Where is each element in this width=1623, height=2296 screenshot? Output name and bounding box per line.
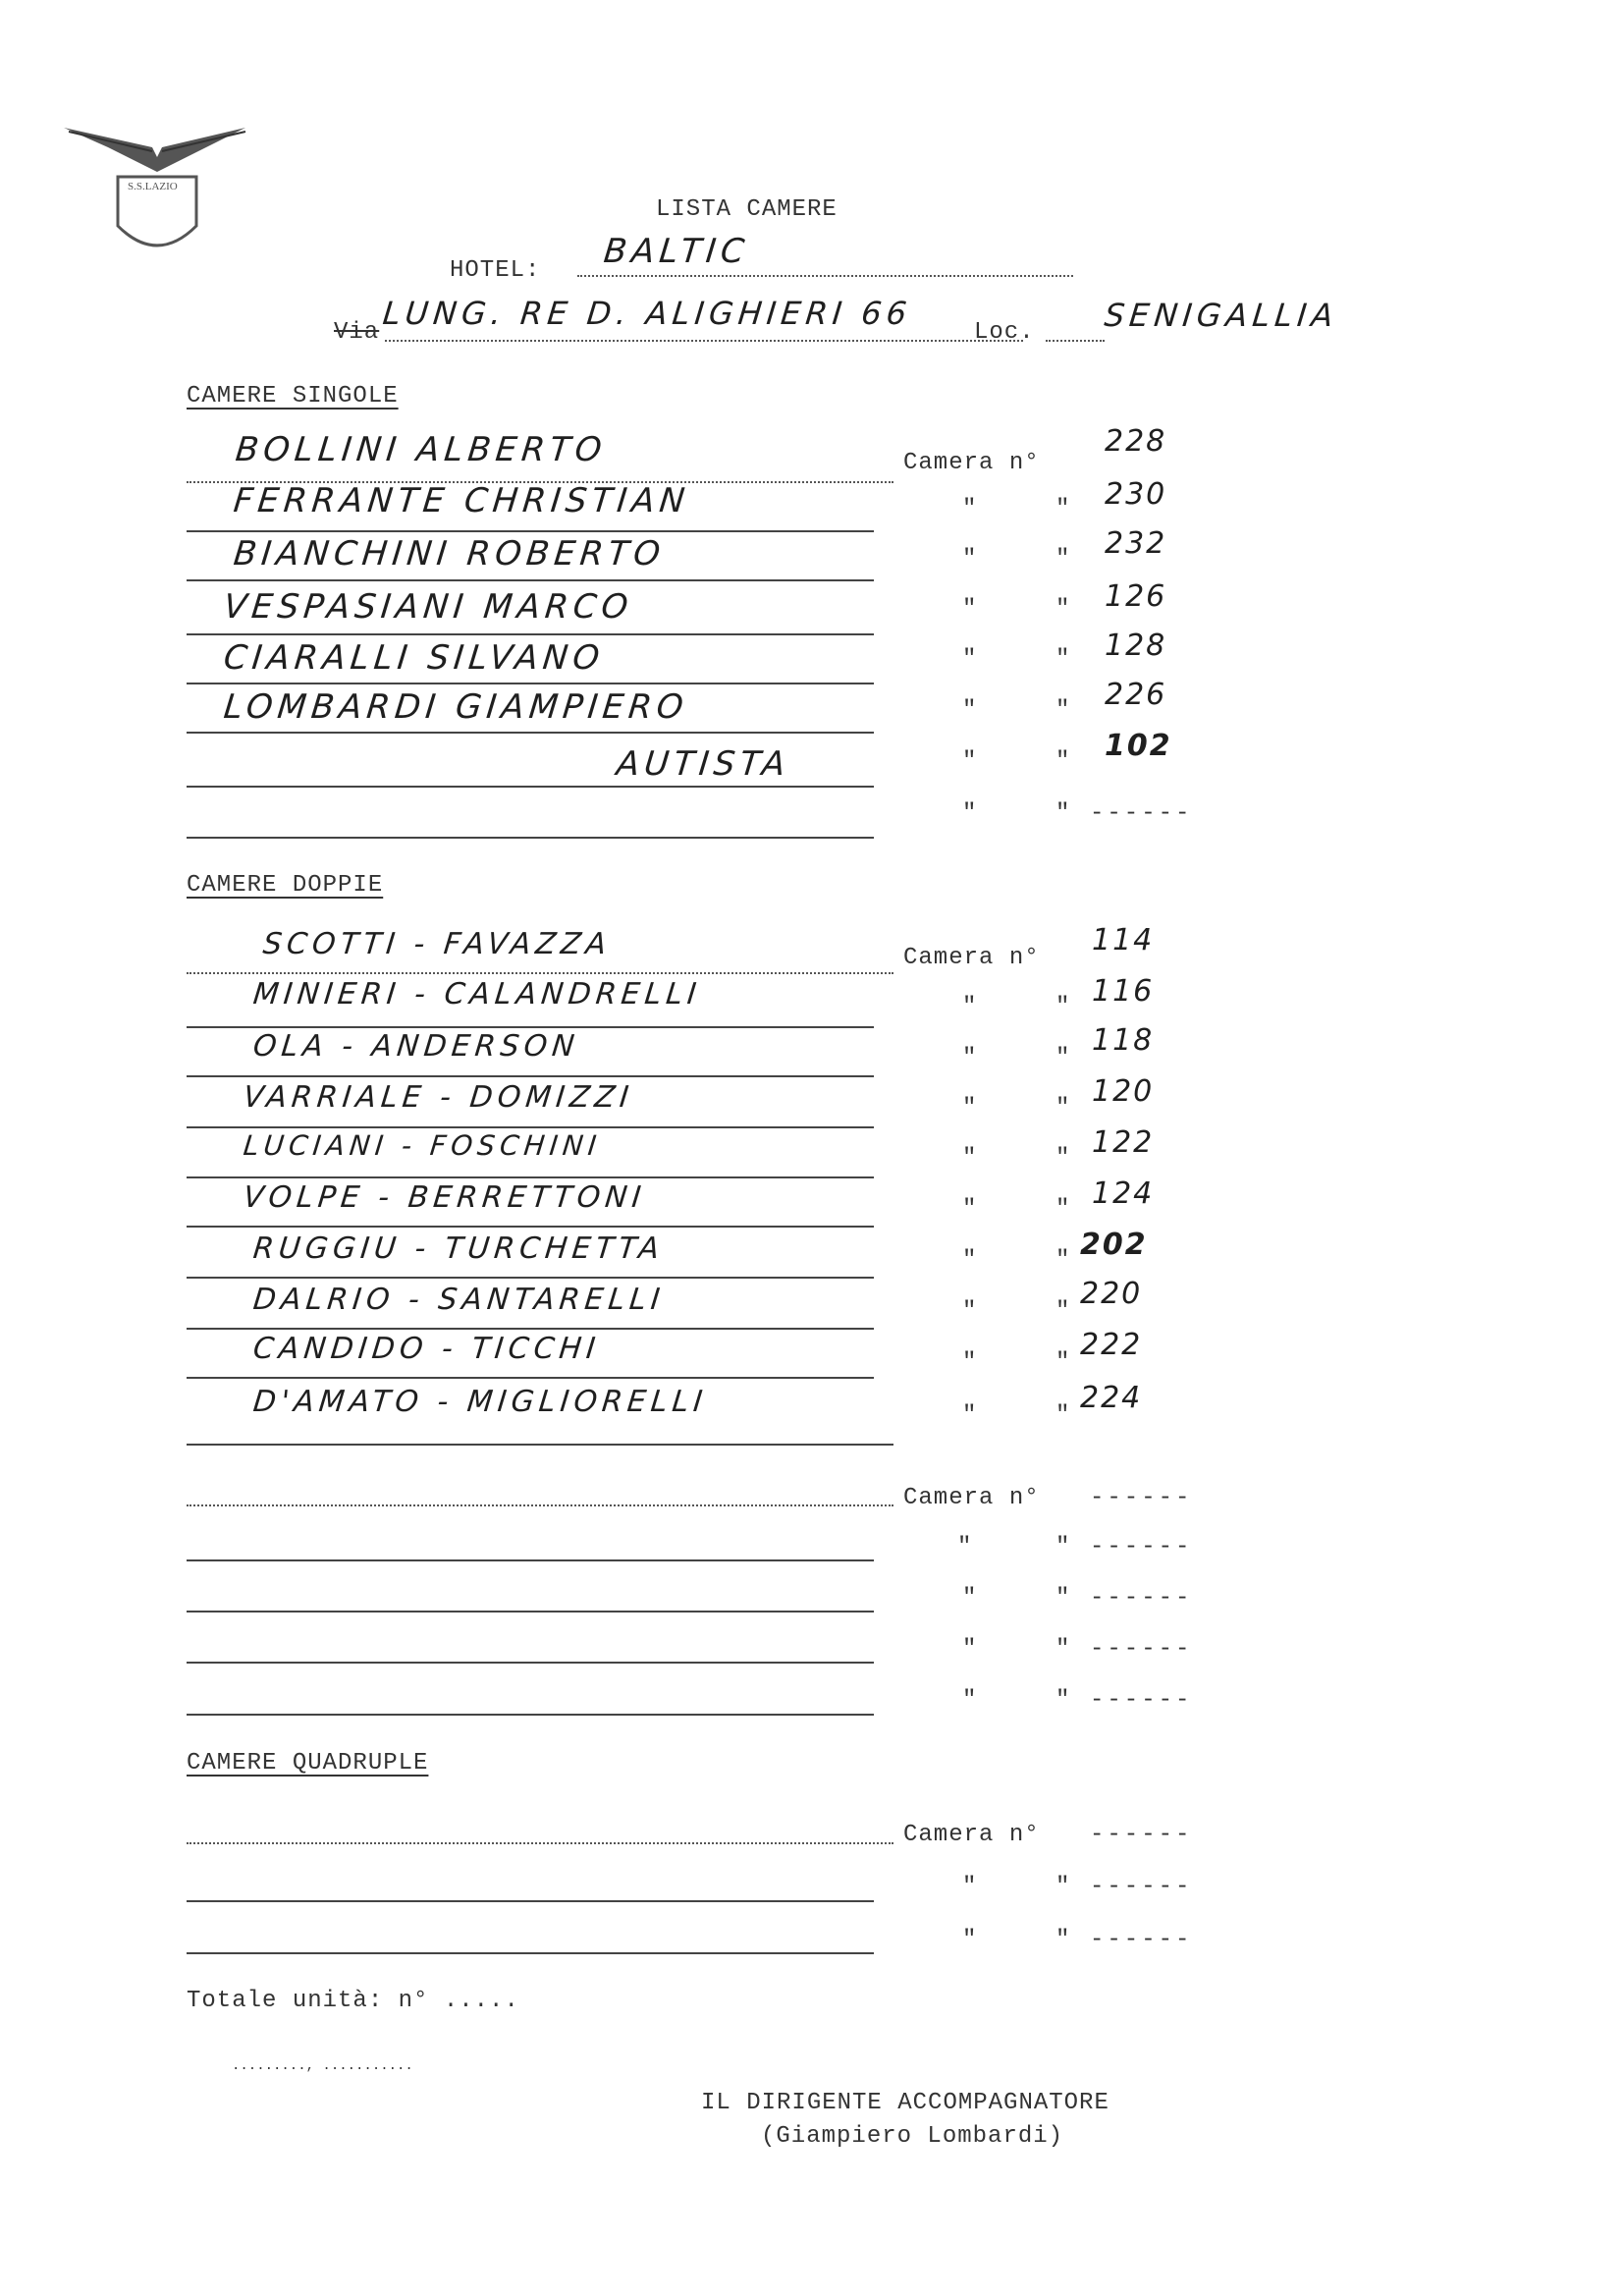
- list-item: DALRIO - SANTARELLI: [251, 1283, 667, 1317]
- signature-title: IL DIRIGENTE ACCOMPAGNATORE: [701, 2090, 1109, 2116]
- loc-label: Loc.: [974, 319, 1035, 346]
- room-number: ------: [1090, 1874, 1193, 1900]
- ditto-mark: ": [962, 596, 978, 623]
- list-item: CANDIDO - TICCHI: [251, 1332, 602, 1366]
- ditto-mark: ": [962, 1196, 978, 1223]
- ditto-mark: ": [1055, 1636, 1071, 1663]
- ditto-mark: ": [1055, 748, 1071, 775]
- via-label: Via: [334, 319, 380, 346]
- room-number: 102: [1105, 729, 1172, 763]
- loc-value: SENIGALLIA: [1103, 297, 1340, 334]
- singole-heading: CAMERE SINGOLE: [187, 383, 399, 410]
- room-number: 118: [1092, 1023, 1155, 1058]
- list-item: CIARALLI SILVANO: [221, 638, 607, 678]
- page-title: LISTA CAMERE: [656, 196, 838, 223]
- ditto-mark: ": [1055, 646, 1071, 673]
- ditto-mark: ": [1055, 1927, 1071, 1953]
- ditto-mark: ": [962, 1045, 978, 1071]
- ditto-mark: ": [962, 1298, 978, 1325]
- ditto-mark: ": [1055, 800, 1071, 827]
- list-item: VOLPE - BERRETTONI: [242, 1180, 648, 1215]
- list-item: AUTISTA: [614, 744, 792, 784]
- room-number: 128: [1105, 629, 1167, 663]
- camera-label: Camera n°: [903, 1485, 1040, 1511]
- room-number: ------: [1090, 800, 1193, 827]
- ditto-mark: ": [962, 1145, 978, 1172]
- room-number: ------: [1090, 1585, 1193, 1612]
- ditto-mark: ": [1055, 1349, 1071, 1376]
- ditto-mark: ": [962, 748, 978, 775]
- ditto-mark: ": [1055, 546, 1071, 573]
- signature-name: (Giampiero Lombardi): [761, 2123, 1064, 2150]
- ditto-mark: ": [962, 1585, 978, 1612]
- list-item: OLA - ANDERSON: [251, 1029, 581, 1064]
- ditto-mark: ": [1055, 1874, 1071, 1900]
- doppie-heading: CAMERE DOPPIE: [187, 872, 384, 899]
- room-number: ------: [1090, 1636, 1193, 1663]
- list-item: D'AMATO - MIGLIORELLI: [251, 1385, 710, 1419]
- room-number: ------: [1090, 1927, 1193, 1953]
- room-number: 202: [1080, 1228, 1148, 1262]
- room-number: ------: [1090, 1534, 1193, 1560]
- ditto-mark: ": [1055, 1534, 1071, 1560]
- camera-label: Camera n°: [903, 1822, 1040, 1848]
- ditto-mark: ": [962, 994, 978, 1020]
- ditto-mark: ": [1055, 1687, 1071, 1714]
- room-number: ------: [1090, 1687, 1193, 1714]
- room-number: 230: [1105, 477, 1167, 512]
- list-item: VARRIALE - DOMIZZI: [242, 1080, 635, 1115]
- ditto-mark: ": [962, 546, 978, 573]
- list-item: BIANCHINI ROBERTO: [231, 534, 668, 574]
- ditto-mark: ": [962, 646, 978, 673]
- ditto-mark: ": [1055, 596, 1071, 623]
- ditto-mark: ": [1055, 1298, 1071, 1325]
- ditto-mark: ": [962, 1349, 978, 1376]
- camera-label: Camera n°: [903, 450, 1040, 476]
- list-item: MINIERI - CALANDRELLI: [251, 977, 703, 1011]
- ditto-mark: ": [962, 800, 978, 827]
- list-item: LUCIANI - FOSCHINI: [242, 1129, 603, 1162]
- room-number: 120: [1092, 1074, 1155, 1109]
- room-number: ------: [1090, 1485, 1193, 1511]
- totale-unita: Totale unità: n° .....: [187, 1988, 519, 2014]
- ditto-mark: ": [962, 1874, 978, 1900]
- room-number: 232: [1105, 526, 1167, 561]
- ditto-mark: ": [962, 1095, 978, 1121]
- ditto-mark: ": [962, 1247, 978, 1274]
- list-item: FERRANTE CHRISTIAN: [231, 481, 692, 520]
- hotel-label: HOTEL:: [450, 257, 541, 284]
- ditto-mark: ": [1055, 1045, 1071, 1071]
- ditto-mark: ": [1055, 1095, 1071, 1121]
- ditto-mark: ": [962, 1636, 978, 1663]
- room-number: 114: [1092, 923, 1155, 957]
- room-number: 116: [1092, 974, 1155, 1009]
- room-number: 124: [1092, 1176, 1155, 1211]
- room-number: 122: [1092, 1125, 1155, 1160]
- ditto-mark: ": [1055, 1402, 1071, 1429]
- ditto-mark: ": [1055, 1196, 1071, 1223]
- hotel-value: BALTIC: [601, 232, 751, 271]
- ditto-mark: ": [1055, 496, 1071, 522]
- ditto-mark: ": [1055, 1145, 1071, 1172]
- ditto-mark: ": [962, 697, 978, 724]
- ditto-mark: ": [962, 1927, 978, 1953]
- quadruple-heading: CAMERE QUADRUPLE: [187, 1750, 429, 1777]
- room-number: 224: [1080, 1381, 1143, 1415]
- ditto-mark: ": [962, 1402, 978, 1429]
- via-value: LUNG. RE D. ALIGHIERI 66: [381, 295, 914, 332]
- list-item: SCOTTI - FAVAZZA: [261, 927, 614, 961]
- room-number: 222: [1080, 1328, 1143, 1362]
- ditto-mark: ": [1055, 1585, 1071, 1612]
- ditto-mark: ": [957, 1534, 973, 1560]
- logo-text: S.S.LAZIO: [128, 181, 178, 192]
- ditto-mark: ": [1055, 1247, 1071, 1274]
- lazio-logo: [59, 118, 255, 265]
- ditto-mark: ": [1055, 994, 1071, 1020]
- place-date: ........., ...........: [232, 2058, 413, 2074]
- room-number: ------: [1090, 1822, 1193, 1848]
- room-number: 226: [1105, 678, 1167, 712]
- room-number: 228: [1105, 424, 1167, 459]
- list-item: RUGGIU - TURCHETTA: [251, 1231, 666, 1266]
- room-number: 126: [1105, 579, 1167, 614]
- list-item: VESPASIANI MARCO: [221, 587, 635, 627]
- list-item: BOLLINI ALBERTO: [233, 430, 609, 469]
- camera-label: Camera n°: [903, 945, 1040, 971]
- list-item: LOMBARDI GIAMPIERO: [221, 687, 690, 727]
- ditto-mark: ": [962, 496, 978, 522]
- ditto-mark: ": [962, 1687, 978, 1714]
- ditto-mark: ": [1055, 697, 1071, 724]
- room-number: 220: [1080, 1277, 1143, 1311]
